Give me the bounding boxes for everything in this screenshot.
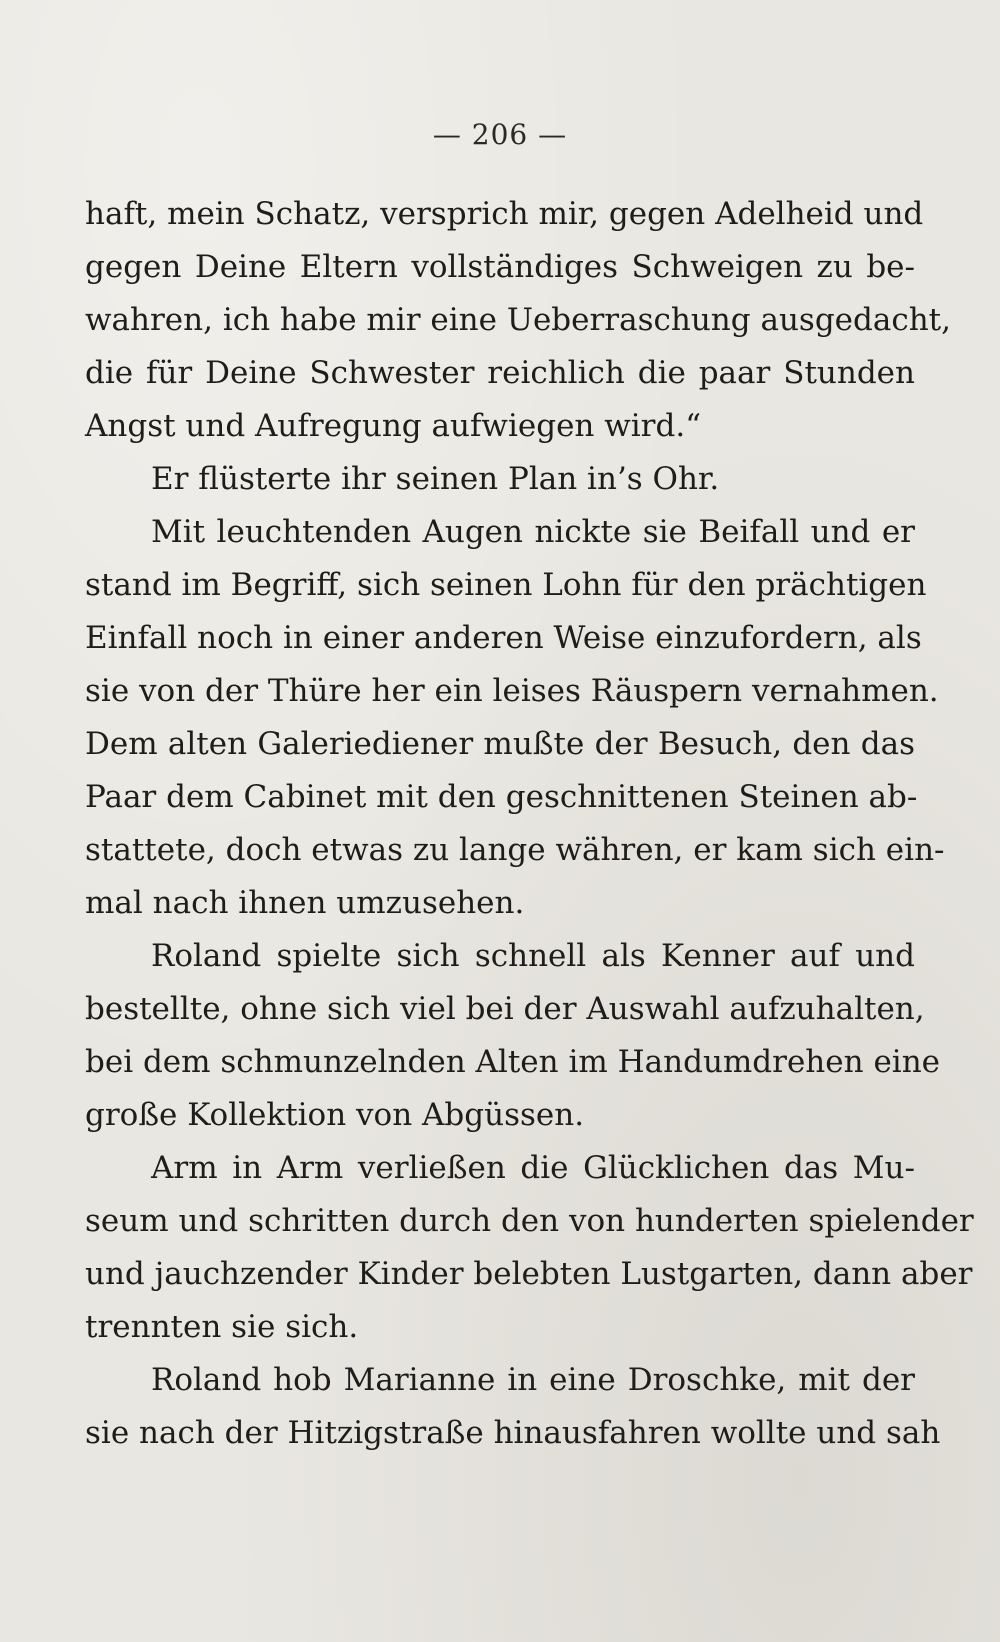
text-line: trennten sie sich. [85, 1309, 359, 1345]
paragraph [85, 1354, 941, 1460]
text-line: bestellte, ohne sich viel bei der Auswahl aufzuhalten, [85, 991, 925, 1027]
text-line: Mit leuchtenden Augen nickte sie Beifall und er [151, 514, 915, 550]
paragraph [85, 453, 915, 506]
paragraph [85, 506, 945, 930]
text-line: bei dem schmunzelnden Alten im Handumdrehen eine [85, 1044, 941, 1080]
text-line: seum und schritten durch den von hunderten spielender [85, 1203, 974, 1239]
text-line: Dem alten Galeriediener mußte der Besuch, den das [85, 726, 915, 762]
text-line: die für Deine Schwester reichlich die paar Stunden [85, 355, 915, 391]
text-line: Roland spielte sich schnell als Kenner auf und [151, 938, 915, 974]
text-line: Er flüsterte ihr seinen Plan in’s Ohr. [151, 461, 720, 497]
text-line: wahren, ich habe mir eine Ueberraschung ausgedacht, [85, 302, 951, 338]
text-line: Arm in Arm verließen die Glücklichen das Mu- [151, 1150, 915, 1186]
page-number: — 206 — [432, 118, 568, 151]
text-line: große Kollektion von Abgüssen. [85, 1097, 585, 1133]
text-line: Einfall noch in einer anderen Weise einzufordern, als [85, 620, 922, 656]
paragraph [85, 188, 951, 453]
text-line: Angst und Aufregung aufwiegen wird.“ [85, 408, 702, 444]
text-line: mal nach ihnen umzusehen. [85, 885, 525, 921]
text-line: stattete, doch etwas zu lange währen, er kam sich ein- [85, 832, 945, 868]
text-line: und jauchzender Kinder belebten Lustgarten, dann aber [85, 1256, 973, 1292]
text-line: sie von der Thüre her ein leises Räuspern vernahmen. [85, 673, 939, 709]
text-line: stand im Begriff, sich seinen Lohn für den prächtigen [85, 567, 927, 603]
paragraph [85, 1142, 974, 1354]
text-line: sie nach der Hitzigstraße hinausfahren wollte und sah [85, 1415, 941, 1451]
body-text [85, 188, 974, 1460]
paragraph [85, 930, 941, 1142]
text-line: Roland hob Marianne in eine Droschke, mit der [151, 1362, 915, 1398]
text-line: Paar dem Cabinet mit den geschnittenen Steinen ab- [85, 779, 918, 815]
text-line: gegen Deine Eltern vollständiges Schweigen zu be- [85, 249, 915, 285]
text-line: haft, mein Schatz, versprich mir, gegen Adelheid und [85, 196, 924, 232]
